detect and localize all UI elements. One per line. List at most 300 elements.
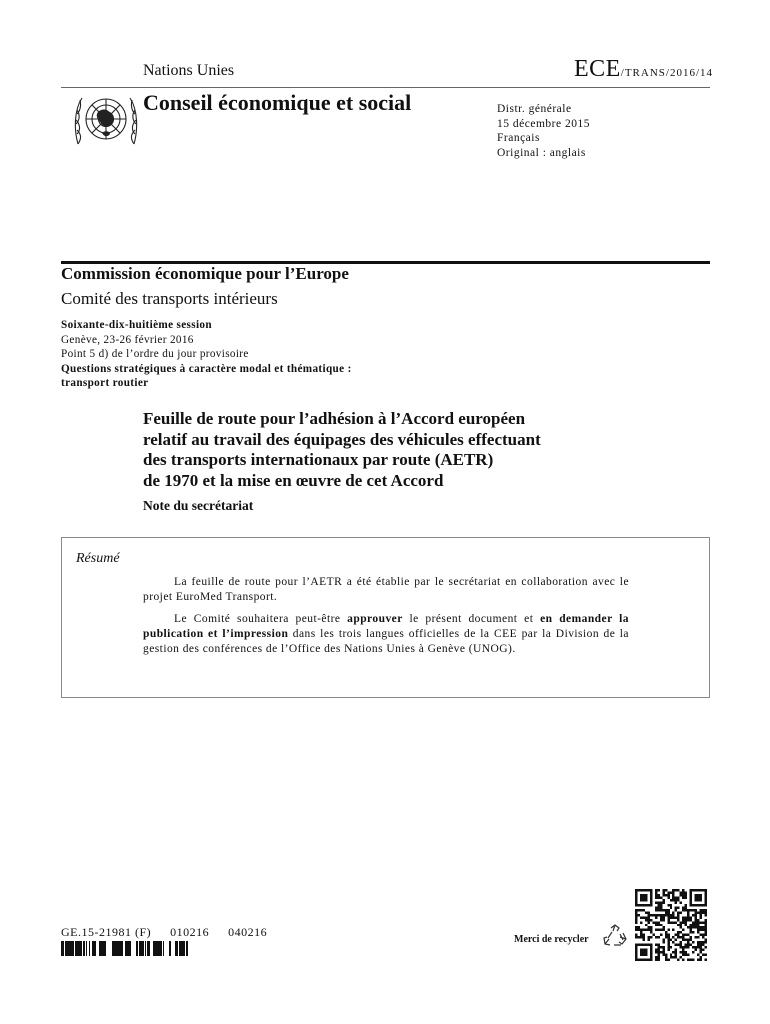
qr-module [682,951,684,953]
qr-module [667,936,669,938]
qr-module [682,909,684,911]
qr-module [667,941,669,943]
qr-module [647,904,649,906]
qr-module [690,939,692,941]
qr-module [705,924,707,926]
qr-module [670,946,672,948]
qr-module [697,931,699,933]
qr-module [655,951,657,953]
barcode-bar [103,941,104,956]
qr-module [640,896,642,898]
qr-module [687,911,689,913]
qr-module [705,904,707,906]
qr-module [645,916,647,918]
qr-module [695,894,697,896]
qr-module [675,951,677,953]
barcode-bar [145,941,146,956]
qr-module [677,931,679,933]
qr-module [700,904,702,906]
qr-module [697,941,699,943]
session-name: Soixante-dix-huitième session [61,319,212,331]
qr-module [690,916,692,918]
qr-module [700,949,702,951]
qr-module [702,929,704,931]
qr-module [662,889,664,891]
barcode-bar [142,941,143,956]
barcode-bar [136,941,137,956]
qr-module [665,909,667,911]
qr-module [675,949,677,951]
qr-module [635,909,637,911]
qr-module [667,946,669,948]
qr-module [680,944,682,946]
qr-module [657,896,659,898]
qr-module [635,916,637,918]
qr-module [672,889,674,891]
qr-module [667,904,669,906]
qr-module [657,944,659,946]
qr-module [680,931,682,933]
qr-module [655,909,657,911]
session-place-dates: Genève, 23-26 février 2016 [61,333,194,346]
qr-module [660,909,662,911]
qr-module [670,891,672,893]
qr-module [640,899,642,901]
qr-module [697,944,699,946]
qr-module [635,891,637,893]
qr-module [685,939,687,941]
qr-module [667,911,669,913]
organization-name: Nations Unies [143,62,235,79]
barcode-bar [77,941,79,956]
qr-module [662,941,664,943]
barcode-bar [92,941,94,956]
qr-module [677,959,679,961]
qr-module [642,904,644,906]
qr-module [702,904,704,906]
note-subtitle: Note du secrétariat [143,498,254,513]
qr-module [695,911,697,913]
qr-module [672,894,674,896]
qr-module [642,899,644,901]
qr-module [660,914,662,916]
qr-module [647,914,649,916]
agenda-topic: Questions stratégiques à caractère modal et thématique : [61,362,352,375]
qr-module [642,954,644,956]
qr-module [682,891,684,893]
barcode-bar [169,941,171,956]
qr-module [697,921,699,923]
qr-module [637,889,639,891]
qr-module [690,936,692,938]
summary-text-part: le présent document et [402,613,541,625]
qr-module [635,894,637,896]
barcode-bar [104,941,106,956]
qr-module [705,929,707,931]
qr-module [657,906,659,908]
barcode-bar [186,941,188,956]
qr-module [650,891,652,893]
barcode-bar [83,941,84,956]
barcode-bar [95,941,96,956]
qr-module [687,919,689,921]
qr-module [650,901,652,903]
qr-module [650,936,652,938]
qr-module [640,889,642,891]
qr-module [660,916,662,918]
qr-module [700,914,702,916]
qr-module [657,921,659,923]
qr-module [650,949,652,951]
qr-module [690,944,692,946]
qr-module [697,896,699,898]
qr-module [690,909,692,911]
qr-module [677,914,679,916]
qr-module [667,949,669,951]
barcode-bar [130,941,131,956]
summary-text-part: Le Comité souhaitera peut-être [174,613,348,625]
qr-module [645,954,647,956]
barcode-bar [160,941,161,956]
qr-module [667,916,669,918]
qr-module [637,944,639,946]
qr-module [650,919,652,921]
barcode-bar [114,941,115,956]
qr-module [645,911,647,913]
barcode-bar [139,941,141,956]
qr-module [705,934,707,936]
qr-module [695,916,697,918]
qr-module [662,916,664,918]
qr-module [687,946,689,948]
qr-module [705,926,707,928]
summary-text-part: dans les trois langues officielles de la CEE par la Division de la gestion des conférences de l’Office des Nations Unies à Genève (UNOG). [143,627,629,655]
qr-module [635,936,637,938]
qr-module [667,921,669,923]
qr-module [657,909,659,911]
qr-module [635,956,637,958]
qr-module [672,891,674,893]
barcode-bar [157,941,159,956]
qr-module [670,916,672,918]
qr-module [702,909,704,911]
qr-module [655,936,657,938]
qr-module [642,959,644,961]
qr-module [637,909,639,911]
qr-module [700,889,702,891]
qr-module [682,959,684,961]
qr-module [700,956,702,958]
qr-module [695,896,697,898]
qr-module [700,946,702,948]
qr-module [642,916,644,918]
qr-module [687,939,689,941]
barcode-bar [156,941,157,956]
qr-module [657,889,659,891]
qr-module [667,894,669,896]
qr-module [657,914,659,916]
distribution-block [497,102,590,160]
qr-module [690,926,692,928]
qr-module [677,944,679,946]
summary-heading: Résumé [76,551,120,566]
qr-module [662,949,664,951]
qr-module [655,949,657,951]
qr-module [650,904,652,906]
barcode-bar [99,941,100,956]
qr-module [670,954,672,956]
qr-module [700,941,702,943]
qr-code-icon [635,889,707,961]
qr-module [685,909,687,911]
qr-module [682,896,684,898]
qr-module [647,926,649,928]
barcode-bar [159,941,160,956]
qr-module [642,909,644,911]
qr-module [635,896,637,898]
qr-module [692,914,694,916]
qr-module [685,894,687,896]
qr-module [685,916,687,918]
qr-module [705,909,707,911]
qr-module [657,946,659,948]
qr-module [652,921,654,923]
qr-module [655,901,657,903]
qr-module [677,934,679,936]
qr-module [702,911,704,913]
qr-module [660,934,662,936]
barcode-bar [89,941,90,956]
qr-module [672,896,674,898]
qr-module [655,921,657,923]
qr-module [672,956,674,958]
session-info [61,318,352,391]
qr-module [640,916,642,918]
qr-module [645,904,647,906]
agenda-topic-cont: transport routier [61,377,149,390]
qr-module [640,931,642,933]
qr-module [660,906,662,908]
qr-module [665,954,667,956]
qr-module [645,919,647,921]
qr-module [655,894,657,896]
qr-module [705,919,707,921]
qr-module [687,914,689,916]
summary-paragraph-1 [143,575,629,605]
recycle-icon [602,924,628,948]
qr-module [705,939,707,941]
barcode-bar [116,941,119,956]
qr-module [697,911,699,913]
qr-module [685,891,687,893]
qr-module [695,949,697,951]
qr-module [675,906,677,908]
barcode-bar [71,941,73,956]
qr-module [655,956,657,958]
qr-module [640,929,642,931]
qr-module [705,899,707,901]
qr-module [667,891,669,893]
qr-module [642,896,644,898]
qr-module [687,941,689,943]
qr-module [647,959,649,961]
qr-module [700,944,702,946]
qr-module [637,926,639,928]
qr-module [635,944,637,946]
barcode-bar [143,941,144,956]
qr-module [677,899,679,901]
qr-module [645,951,647,953]
qr-module [665,889,667,891]
qr-module [697,926,699,928]
qr-module [675,934,677,936]
qr-module [640,904,642,906]
qr-module [695,889,697,891]
qr-module [705,894,707,896]
qr-module [687,934,689,936]
qr-module [705,911,707,913]
qr-module [640,951,642,953]
barcode-bar [115,941,116,956]
qr-module [660,901,662,903]
symbol-rest: /TRANS/2016/14 [620,67,713,79]
qr-module [675,901,677,903]
qr-module [695,924,697,926]
barcode-bar [79,941,82,956]
qr-module [642,889,644,891]
qr-module [705,941,707,943]
qr-module [700,959,702,961]
qr-module [642,929,644,931]
qr-module [685,904,687,906]
qr-module [705,959,707,961]
qr-module [637,959,639,961]
qr-module [670,904,672,906]
title-line: des transports internationaux par route (AETR) [143,450,494,469]
qr-module [640,921,642,923]
qr-module [680,911,682,913]
qr-module [692,946,694,948]
qr-module [642,944,644,946]
qr-module [655,924,657,926]
qr-module [692,926,694,928]
qr-module [682,894,684,896]
qr-module [687,926,689,928]
qr-module [697,959,699,961]
qr-module [700,929,702,931]
qr-module [635,959,637,961]
date-code: 010216 [170,925,210,939]
qr-module [682,946,684,948]
distribution-date: 15 décembre 2015 [497,117,590,130]
qr-module [695,899,697,901]
qr-module [647,921,649,923]
qr-module [670,899,672,901]
qr-module [667,934,669,936]
qr-module [682,939,684,941]
qr-module [702,944,704,946]
qr-module [680,921,682,923]
qr-module [635,929,637,931]
qr-module [700,896,702,898]
qr-module [645,889,647,891]
qr-module [695,946,697,948]
qr-module [675,954,677,956]
qr-module [657,901,659,903]
qr-module [670,921,672,923]
qr-module [682,889,684,891]
qr-module [675,889,677,891]
header-rule [61,87,710,88]
qr-module [645,899,647,901]
qr-module [692,924,694,926]
qr-module [677,896,679,898]
barcode-bar [67,941,70,956]
qr-module [647,936,649,938]
qr-module [635,899,637,901]
barcode-bar [179,941,182,956]
date-code: 040216 [228,925,268,939]
qr-module [640,954,642,956]
qr-module [655,889,657,891]
qr-module [672,921,674,923]
qr-module [685,934,687,936]
qr-module [685,946,687,948]
barcode-bar [163,941,164,956]
qr-module [637,929,639,931]
qr-module [690,904,692,906]
qr-module [645,959,647,961]
qr-module [685,906,687,908]
qr-module [695,904,697,906]
qr-module [697,954,699,956]
barcode-bar [75,941,77,956]
qr-module [635,911,637,913]
qr-module [655,916,657,918]
qr-module [677,916,679,918]
qr-module [680,894,682,896]
qr-module [647,911,649,913]
qr-module [650,954,652,956]
qr-module [642,949,644,951]
qr-module [700,911,702,913]
document-title [143,409,541,491]
qr-module [682,934,684,936]
qr-module [675,916,677,918]
qr-module [695,914,697,916]
qr-module [685,919,687,921]
qr-module [667,909,669,911]
qr-module [647,929,649,931]
qr-module [672,911,674,913]
qr-module [690,894,692,896]
qr-module [660,919,662,921]
qr-module [690,891,692,893]
qr-module [700,951,702,953]
qr-module [650,944,652,946]
qr-module [680,926,682,928]
qr-module [697,894,699,896]
summary-text: La feuille de route pour l’AETR a été établie par le secrétariat en collaboration avec le projet EuroMed Transport. [143,576,629,603]
qr-module [645,896,647,898]
qr-module [685,921,687,923]
qr-module [635,901,637,903]
qr-module [680,951,682,953]
qr-module [682,954,684,956]
qr-module [700,894,702,896]
qr-module [695,919,697,921]
qr-module [657,894,659,896]
